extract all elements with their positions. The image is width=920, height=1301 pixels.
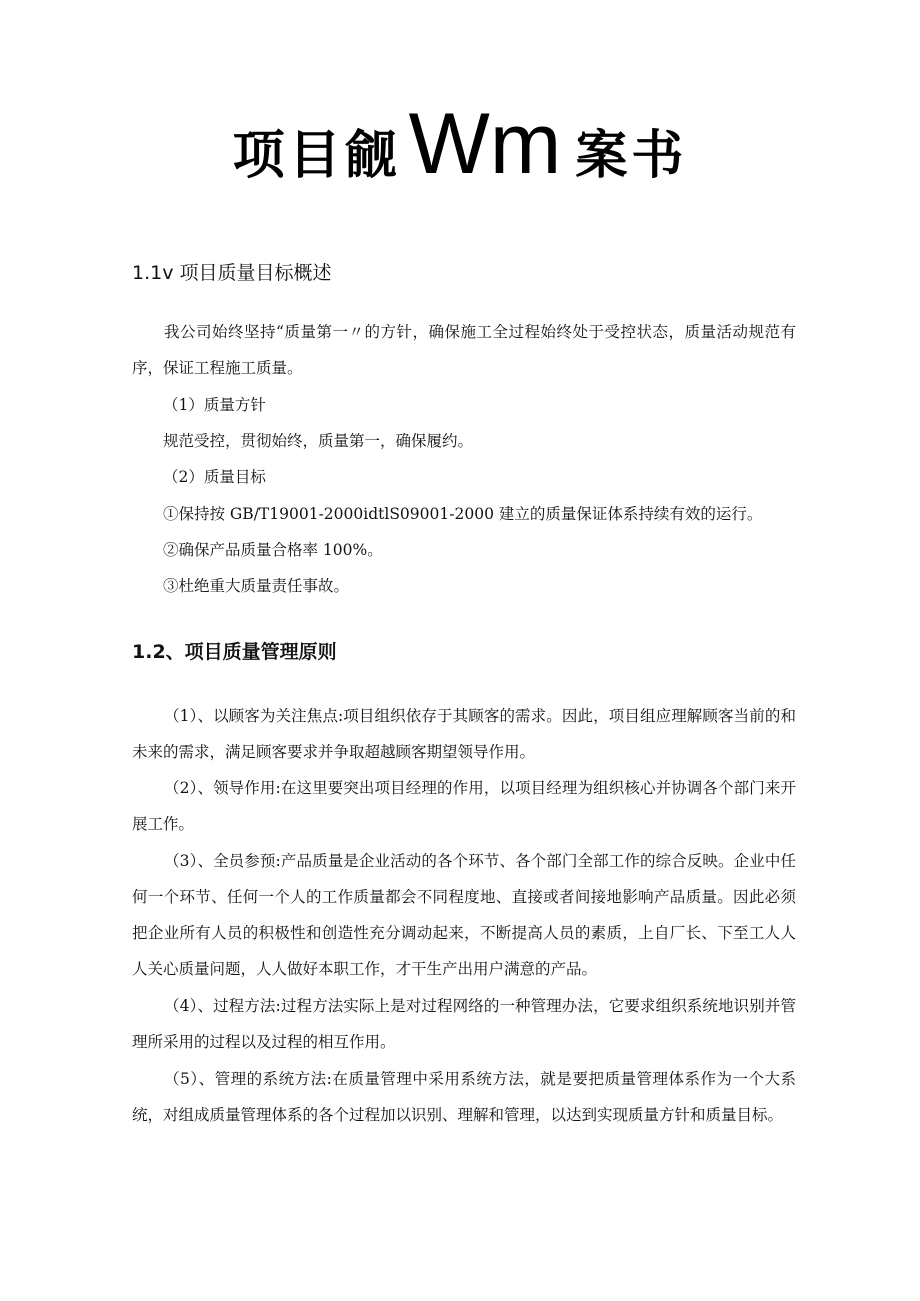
principle-paragraph: （4）、过程方法:过程方法实际上是对过程网络的一种管理办法，它要求组织系统地识别并管理所采用的过程以及过程的相互作用。 xyxy=(132,997,796,1051)
quality-policy-label: （1）质量方针 xyxy=(163,396,266,414)
quality-goal-item: ②确保产品质量合格率 100%。 xyxy=(163,541,383,559)
section-1-intro: 我公司始终坚持“质量第一〃的方针，确保施工全过程始终处于受控状态，质量活动规范有序，保证工程施工质量。 xyxy=(132,323,796,377)
document-title xyxy=(0,95,920,194)
principle-paragraph: （5）、管理的系统方法:在质量管理中采用系统方法，就是要把质量管理体系作为一个大系统，对组成质量管理体系的各个过程加以识别、理解和管理，以达到实现质量方针和质量目标。 xyxy=(132,1070,796,1124)
principle-paragraph: （1）、以顾客为关注焦点:项目组织依存于其顾客的需求。因此，项目组应理解顾客当前的和未来的需求，满足顾客要求并争取超越顾客期望领导作用。 xyxy=(132,707,796,761)
title-part-1: 项目觎 xyxy=(232,126,401,186)
section-2-heading: 1.2、项目质量管理原则 xyxy=(132,641,337,663)
quality-goal-label: （2）质量目标 xyxy=(163,468,266,486)
title-part-2: Wm xyxy=(408,96,562,192)
quality-policy-text: 规范受控，贯彻始终，质量第一，确保履约。 xyxy=(163,432,474,450)
title-part-3: 案书 xyxy=(575,126,688,186)
quality-goal-item: ③杜绝重大质量责任事故。 xyxy=(163,577,350,595)
section-1-heading: 1.1v 项目质量目标概述 xyxy=(132,262,332,284)
quality-goal-item: ①保持按 GB/T19001-2000idtlS09001-2000 建立的质量保证体系持续有效的运行。 xyxy=(163,505,763,523)
principle-paragraph: （2）、领导作用:在这里要突出项目经理的作用，以项目经理为组织核心并协调各个部门来开展工作。 xyxy=(132,779,796,833)
principle-paragraph: （3）、全员参预:产品质量是企业活动的各个环节、各个部门全部工作的综合反映。企业中任何一个环节、任何一个人的工作质量都会不同程度地、直接或者间接地影响产品质量。因此必须把企业所有人员的积极性和创造性充分调动起来，不断提高人员的素质，上自厂长、下至工人人人关心质量问题，人人做好本职工作，才干生产出用户满意的产品。 xyxy=(132,852,796,978)
